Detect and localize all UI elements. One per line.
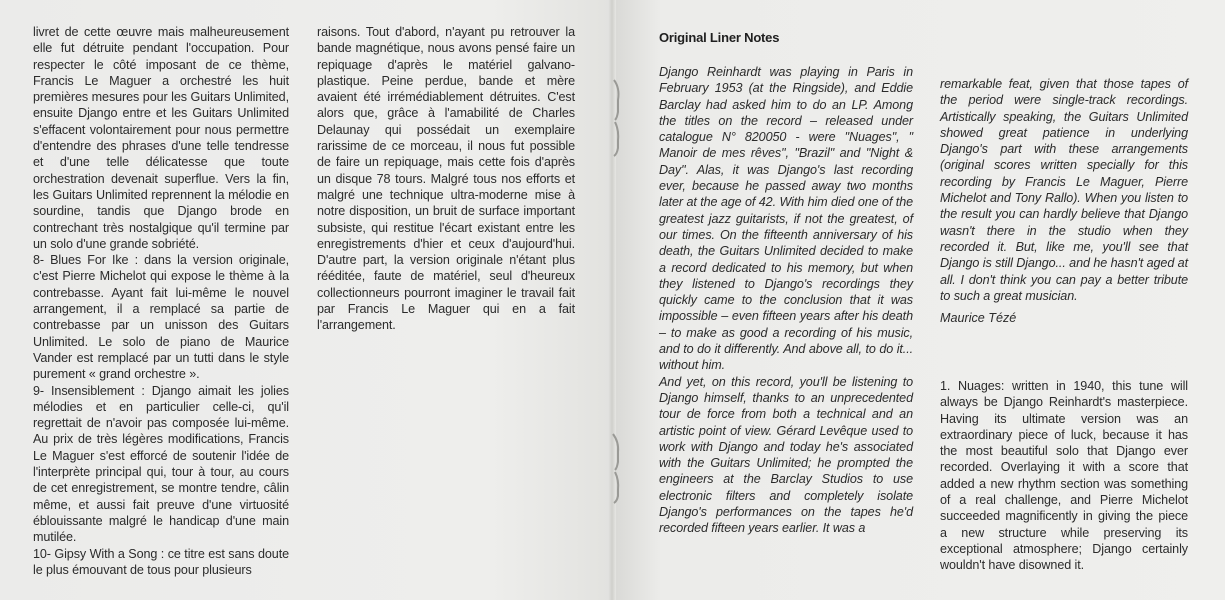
paragraph: remarkable feat, given that those tapes of the period were single-track recordings. Artistically speaking, the Guitars Unlimited showed great patience in underlying Django's part with these arrangements (original scores written specially for this recording by Francis Le Maguer, Pierre Michelot and Tony Rallo). When you listen to the result you can hardly believe that Django wasn't there in the studio when they recorded it. But, like me, you'll see that Django is still Django... and he hasn't aged at all. I don't think you can pay a better tribute to such a great musician. <box>940 77 1188 303</box>
paragraph: 1. Nuages: written in 1940, this tune will always be Django Reinhardt's masterpiece. Having its ultimate version was an extraordinary piece of luck, because it has the most beautiful solo that Django ever recorded. Overlaying it with a score that added a new rhythm section was something of a real challenge, and Pierre Michelot succeeded magnificently in giving the piece a new structure while preserving its exceptional atmosphere; Django certainly wouldn't have disowned it. <box>940 379 1188 573</box>
staple-icon <box>606 78 626 158</box>
paragraph: Django Reinhardt was playing in Paris in February 1953 (at the Ringside), and Eddie Barclay had asked him to do an LP. Among the titles on the record – released under catalogue N° 820050 - were "Nuages", " Manoir de mes rêves", "Brazil" and "Night & Day". Alas, it was Django's last recording ever, because he passed away two months later at the age of 42. With him died one of the greatest jazz guitarists, if not the greatest, of our times. On the fifteenth anniversary of his death, the Guitars Unlimited decided to make a record dedicated to his memory, but when they listened to Django's recordings they quickly came to the conclusion that it was impossible – even fifteen years after his death – to make as good a recording of his music, and to do it differently. And above all, to do it... without him. <box>659 65 913 373</box>
paragraph: And yet, on this record, you'll be listening to Django himself, thanks to an unprecedented tour de force from both a technical and an artistic point of view. Gérard Levêque used to work with Django and today he's associated with the Guitars Unlimited; he prompted the engineers at the Barclay Studios to use electronic filters and completely isolate Django's performances on the tapes he'd recorded fifteen years earlier. It was a <box>659 374 913 536</box>
left-page <box>0 0 612 600</box>
paragraph: livret de cette œuvre mais malheureusement elle fut détruite pendant l'occupation. Pour respecter le côté imposant de ce thème, Francis Le Maguer a orchestré les huit premières mesures pour les Guitars Unlimited, ensuite Django entre et les Guitars Unlimited s'effacent volontairement pour nous permettre d'entendre des phrases d'une telle tendresse et d'une telle délicatesse que toute orchestration devenait superflue. Vers la fin, les Guitars Unlimited reprennent la mélodie en sourdine, tandis que Django brode en contrechant très nostalgique qu'il termine par un solo d'une grande sobriété. <box>33 25 289 251</box>
author-signature: Maurice Tézé <box>940 311 1017 325</box>
staple-icon <box>606 432 626 504</box>
section-heading: Original Liner Notes <box>659 30 780 45</box>
paragraph: 9- Insensiblement : Django aimait les jolies mélodies et en particulier celle-ci, qu'il regrettait de n'avoir pas composée lui-même. Au prix de très légères modifications, Francis Le Maguer s'est efforcé de soutenir l'idée de l'interprète principal qui, tour à tour, au cours de cet enregistrement, se montre tendre, câlin même, et aussi fait preuve d'une virtuosité éblouissante malgré le handicap d'une main mutilée. <box>33 383 289 545</box>
paragraph: 8- Blues For Ike : dans la version originale, c'est Pierre Michelot qui expose le thème à la contrebasse. Ayant fait lui-même le nouvel arrangement, il a remplacé sa partie de contrebasse par un unisson des Guitars Unlimited. Le solo de piano de Maurice Vander est remplacé par un tutti dans le style purement « grand orchestre ». <box>33 253 289 382</box>
left-column-2 <box>317 24 575 334</box>
left-column-1 <box>33 24 289 578</box>
right-column-2 <box>940 76 1188 304</box>
paragraph: 10- Gipsy With a Song : ce titre est sans doute le plus émouvant de tous pour plusieurs <box>33 546 289 577</box>
track-notes <box>940 378 1188 574</box>
right-column-1 <box>659 64 913 537</box>
paragraph: raisons. Tout d'abord, n'ayant pu retrouver la bande magnétique, nous avons pensé faire un repiquage d'après le matériel galvano-plastique. Peine perdue, bande et mère avaient été irrémédiablement détruites. C'est alors que, grâce à l'amabilité de Charles Delaunay qui possédait un exemplaire rarissime de ce morceau, il nous fut possible de faire un repiquage, mais cette fois d'après un disque 78 tours. Malgré tous nos efforts et malgré une technique ultra-moderne mise à notre disposition, un bruit de surface important subsiste, qui restitue l'écart existant entre les enregistrements d'hier et ceux d'aujourd'hui. D'autre part, la version originale n'étant plus rééditée, faute de matériel, seul d'heureux collectionneurs pourront imaginer le travail fait par Francis Le Maguer qui en a fait l'arrangement. <box>317 25 575 333</box>
